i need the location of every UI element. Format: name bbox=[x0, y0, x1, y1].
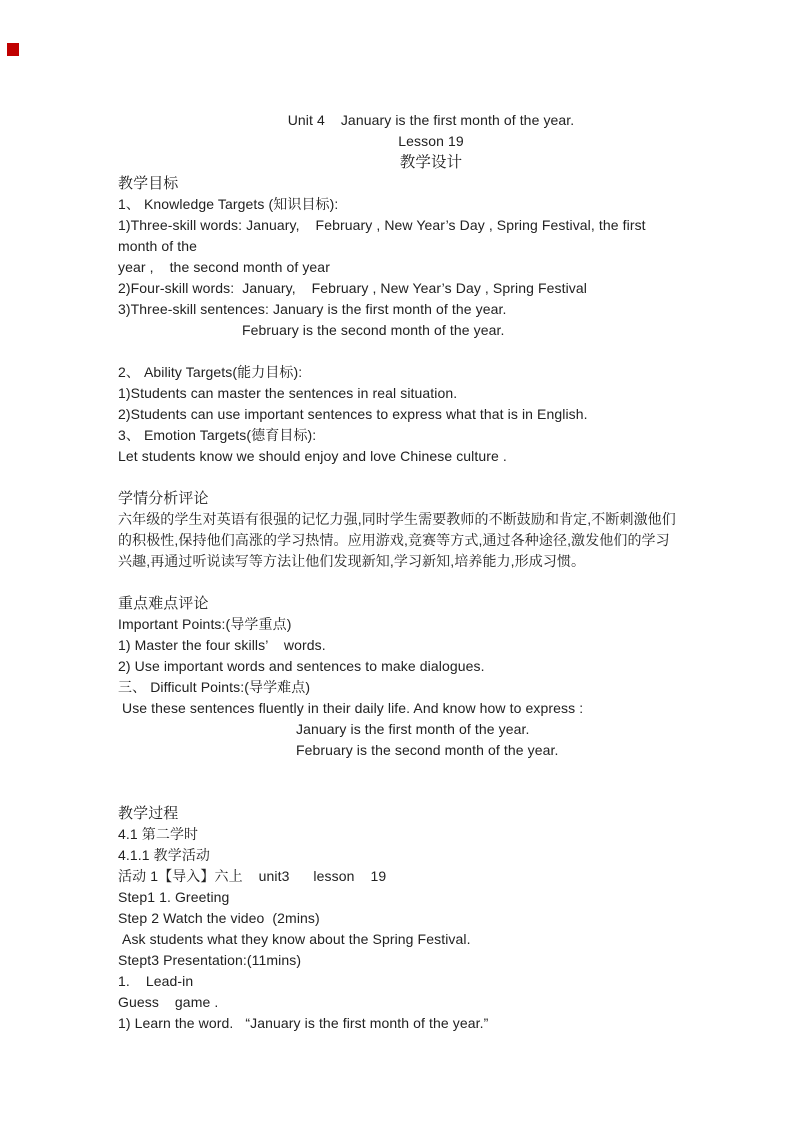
ability-target-1: 1)Students can master the sentences in real situation. bbox=[118, 385, 458, 401]
four-skill-words-line: 2)Four-skill words: January, February , New Year’s Day , Spring Festival bbox=[118, 280, 587, 296]
blank-line bbox=[118, 467, 678, 488]
step3-presentation-line: Stept3 Presentation:(11mins) bbox=[118, 952, 302, 968]
express-sentence-2: February is the second month of the year. bbox=[296, 742, 559, 758]
unit-title: Unit 4 January is the first month of the year. bbox=[287, 112, 575, 128]
ability-targets-heading: 2、 Ability Targets(能力目标): bbox=[118, 364, 303, 380]
important-point-1: 1) Master the four skills’ words. bbox=[118, 637, 326, 653]
teaching-objectives-heading: 教学目标 bbox=[118, 175, 179, 192]
important-point-2: 2) Use important words and sentences to make dialogues. bbox=[118, 658, 485, 674]
three-skill-sentence2-line: February is the second month of the year. bbox=[242, 322, 505, 338]
difficult-points-heading: 三、 Difficult Points:(导学难点) bbox=[118, 679, 311, 695]
difficult-points-line: Use these sentences fluently in their daily life. And know how to express : bbox=[118, 700, 584, 716]
blank-line bbox=[118, 572, 678, 593]
learner-analysis-line1: 六年级的学生对英语有很强的记忆力强,同时学生需要教师的不断鼓励和肯定,不断刺激他们 bbox=[118, 511, 676, 527]
lead-in-line: 1. Lead-in bbox=[118, 973, 194, 989]
express-sentence-1: January is the first month of the year. bbox=[296, 721, 530, 737]
knowledge-targets-heading: 1、 Knowledge Targets (知识目标): bbox=[118, 196, 339, 212]
step1-greeting-line: Step1 1. Greeting bbox=[118, 889, 230, 905]
learn-the-word-line: 1) Learn the word. “January is the first month of the year.” bbox=[118, 1015, 489, 1031]
ask-students-line: Ask students what they know about the Spring Festival. bbox=[118, 931, 471, 947]
step2-video-line: Step 2 Watch the video (2mins) bbox=[118, 910, 320, 926]
blank-line bbox=[118, 761, 678, 782]
blank-line bbox=[118, 341, 678, 362]
learner-analysis-line3: 兴趣,再通过听说读写等方法让他们发现新知,学习新知,培养能力,形成习惯。 bbox=[118, 553, 586, 569]
important-points-heading: Important Points:(导学重点) bbox=[118, 616, 292, 632]
three-skill-sentences-line: 3)Three-skill sentences: January is the first month of the year. bbox=[118, 301, 507, 317]
emotion-targets-heading: 3、 Emotion Targets(德育目标): bbox=[118, 427, 317, 443]
three-skill-words-line2: year , the second month of year bbox=[118, 259, 330, 275]
teaching-activity-heading: 4.1.1 教学活动 bbox=[118, 847, 211, 863]
teaching-process-heading: 教学过程 bbox=[118, 805, 179, 822]
blank-line bbox=[118, 782, 678, 803]
activity-1-heading: 活动 1【导入】六上 unit3 lesson 19 bbox=[118, 868, 387, 884]
ability-target-2: 2)Students can use important sentences to express what that is in English. bbox=[118, 406, 588, 422]
second-period-heading: 4.1 第二学时 bbox=[118, 826, 199, 842]
lesson-subtitle: Lesson 19 bbox=[398, 133, 464, 149]
learner-analysis-heading: 学情分析评论 bbox=[118, 490, 209, 507]
teaching-design-title: 教学设计 bbox=[399, 154, 463, 171]
emotion-target-line: Let students know we should enjoy and love Chinese culture . bbox=[118, 448, 507, 464]
three-skill-words-line1: 1)Three-skill words: January, February , New Year’s Day , Spring Festival, the first month of the bbox=[118, 217, 650, 254]
key-points-heading: 重点难点评论 bbox=[118, 595, 209, 612]
guess-game-line: Guess game . bbox=[118, 994, 219, 1010]
learner-analysis-line2: 的积极性,保持他们高涨的学习热情。应用游戏,竞赛等方式,通过各种途径,激发他们的学习 bbox=[118, 532, 670, 548]
document-body bbox=[118, 110, 678, 1034]
red-square-marker bbox=[7, 43, 19, 56]
